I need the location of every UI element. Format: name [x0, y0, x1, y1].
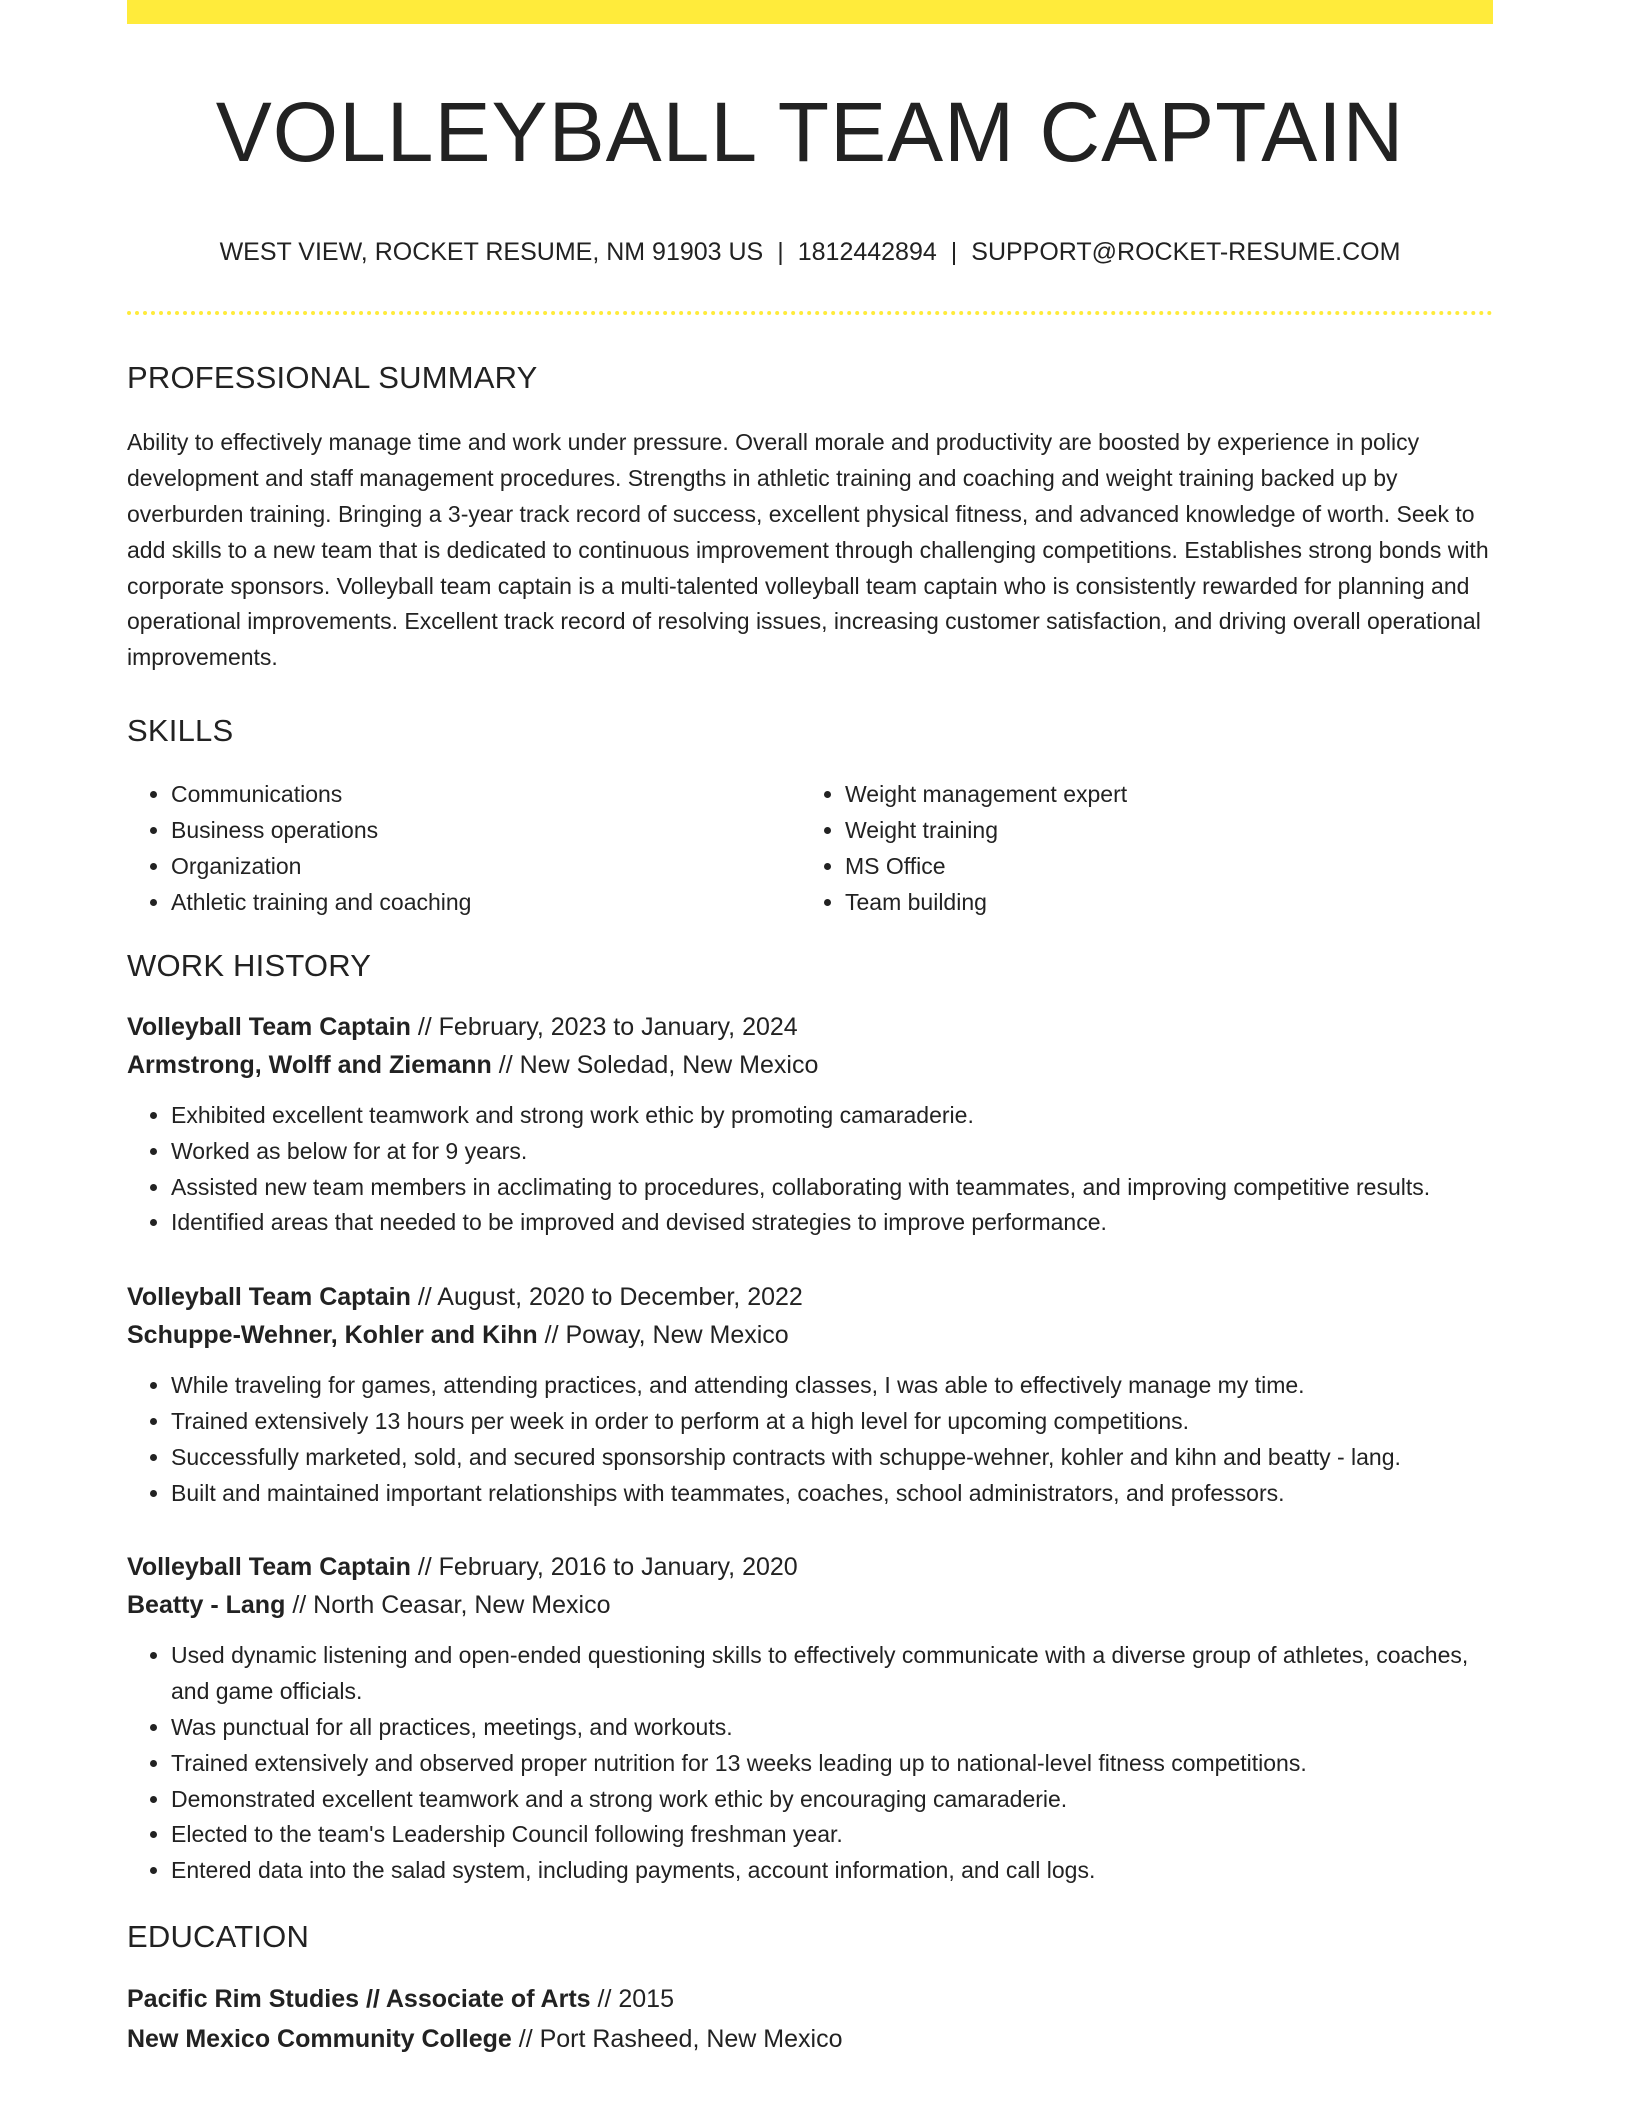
resume-page [127, 0, 1493, 2059]
job-bullet: • Elected to the team's Leadership Council following freshman year. [171, 1817, 1493, 1853]
contact-address: WEST VIEW, ROCKET RESUME, NM 91903 US [219, 238, 764, 267]
job-header [127, 1008, 1493, 1084]
skills-column-left [127, 776, 801, 920]
education-degree: Pacific Rim Studies // Associate of Arts [127, 1984, 591, 2013]
job-company: Schuppe-Wehner, Kohler and Kihn [127, 1321, 538, 1350]
contact-email: SUPPORT@ROCKET-RESUME.COM [971, 238, 1401, 267]
job-bullet: • Trained extensively 13 hours per week in order to perform at a high level for upcoming competitions. [171, 1404, 1493, 1440]
summary-heading: PROFESSIONAL SUMMARY [127, 360, 538, 396]
job-entry [127, 1278, 1493, 1511]
education-entry [127, 1979, 1493, 2059]
summary-text: Ability to effectively manage time and work under pressure. Overall morale and productivity are boosted by experience in policy development and staff management procedures. Strengths in athletic training and coaching and weight training backed up by overburden training. Bringing a 3-year track record of success, excellent physical fitness, and advanced knowledge of worth. Seek to add skills to a new team that is dedicated to continuous improvement through challenging competitions. Establishes strong bonds with corporate sponsors. Volleyball team captain is a multi-talented volleyball team captain who is consistently rewarded for planning and operational improvements. Excellent track record of resolving issues, increasing customer satisfaction, and driving overall operational improvements. [127, 429, 1489, 671]
contact-separator: | [777, 238, 784, 267]
education-year: // 2015 [597, 1984, 674, 2013]
skill-item: • Organization [171, 848, 801, 884]
job-bullets [127, 1368, 1493, 1511]
job-role: Volleyball Team Captain [127, 1012, 411, 1041]
job-bullet: • Identified areas that needed to be improved and devised strategies to improve performance. [171, 1205, 1493, 1241]
contact-separator: | [950, 238, 958, 267]
education-location: // Port Rasheed, New Mexico [518, 2024, 843, 2053]
job-bullet: • Was punctual for all practices, meetings, and workouts. [171, 1710, 1493, 1746]
job-bullet: • Trained extensively and observed proper nutrition for 13 weeks leading up to national-level fitness competitions. [171, 1746, 1493, 1782]
skills-list [127, 776, 1493, 920]
skill-item: • Athletic training and coaching [171, 884, 801, 920]
job-bullets [127, 1638, 1493, 1889]
job-bullet: • Demonstrated excellent teamwork and a strong work ethic by encouraging camaraderie. [171, 1782, 1493, 1818]
skill-item: • Weight training [845, 812, 1475, 848]
contact-phone: 1812442894 [797, 238, 937, 267]
skill-item: • Communications [171, 776, 801, 812]
job-dates: // February, 2016 to January, 2020 [417, 1553, 798, 1582]
education-school: New Mexico Community College [127, 2024, 512, 2053]
work-history-heading: WORK HISTORY [127, 947, 372, 983]
job-bullet: • Successfully marketed, sold, and secured sponsorship contracts with schuppe-wehner, kohler and kihn and beatty - lang. [171, 1440, 1493, 1476]
job-location: // Poway, New Mexico [544, 1321, 789, 1350]
job-header [127, 1548, 1493, 1624]
skills-column-right [801, 776, 1475, 920]
job-header [127, 1278, 1493, 1354]
job-bullet: • While traveling for games, attending practices, and attending classes, I was able to effectively manage my time. [171, 1368, 1493, 1404]
skills-heading: SKILLS [127, 712, 234, 748]
skill-item: • MS Office [845, 848, 1475, 884]
job-bullet: • Assisted new team members in acclimating to procedures, collaborating with teammates, and improving competitive results. [171, 1170, 1493, 1206]
skill-item: • Weight management expert [845, 776, 1475, 812]
job-location: // North Ceasar, New Mexico [292, 1591, 611, 1620]
education-heading: EDUCATION [127, 1918, 310, 1954]
job-bullets [127, 1098, 1493, 1241]
job-company: Beatty - Lang [127, 1591, 286, 1620]
job-dates: // August, 2020 to December, 2022 [417, 1283, 803, 1312]
job-bullet: • Built and maintained important relationships with teammates, coaches, school administrators, and professors. [171, 1476, 1493, 1512]
job-dates: // February, 2023 to January, 2024 [417, 1012, 798, 1041]
job-company: Armstrong, Wolff and Ziemann [127, 1050, 492, 1079]
accent-bar [127, 0, 1493, 24]
contact-line [127, 238, 1493, 267]
resume-name: VOLLEYBALL TEAM CAPTAIN [215, 85, 1405, 179]
job-role: Volleyball Team Captain [127, 1553, 411, 1582]
dotted-divider [127, 311, 1493, 315]
skill-item: • Business operations [171, 812, 801, 848]
job-location: // New Soledad, New Mexico [498, 1050, 819, 1079]
job-bullet: • Worked as below for at for 9 years. [171, 1134, 1493, 1170]
job-entry [127, 1008, 1493, 1241]
job-role: Volleyball Team Captain [127, 1283, 411, 1312]
skill-item: • Team building [845, 884, 1475, 920]
job-entry [127, 1548, 1493, 1889]
job-bullet: • Exhibited excellent teamwork and strong work ethic by promoting camaraderie. [171, 1098, 1493, 1134]
job-bullet: • Used dynamic listening and open-ended questioning skills to effectively communicate with a diverse group of athletes, coaches, and game officials. [171, 1638, 1493, 1710]
job-bullet: • Entered data into the salad system, including payments, account information, and call logs. [171, 1853, 1493, 1889]
